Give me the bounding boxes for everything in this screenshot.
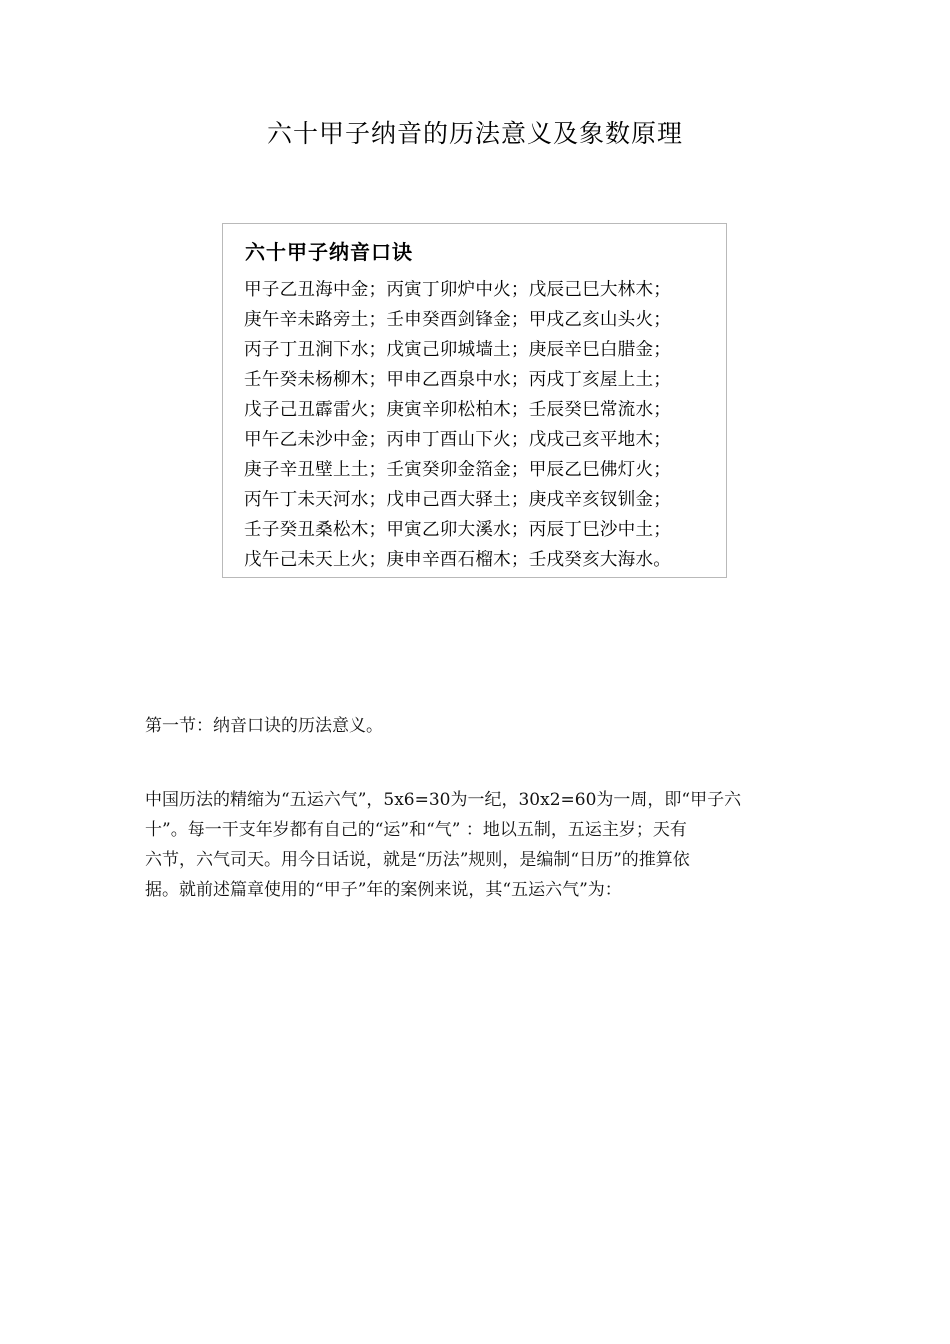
mnemonic-line: 丙子丁丑涧下水；戊寅己卯城墙土；庚辰辛巳白腊金； [244, 340, 672, 360]
paragraph-line: 十”。每一干支年岁都有自己的“运”和“气” ：地以五制，五运主岁；天有 [145, 820, 687, 840]
mnemonic-verse-list [244, 275, 671, 575]
mnemonic-line: 甲午乙未沙中金；丙申丁酉山下火；戊戌己亥平地木； [244, 430, 672, 450]
mnemonic-line: 戊午己未天上火；庚申辛酉石榴木；壬戌癸亥大海水。 [244, 550, 672, 570]
mnemonic-box [222, 223, 727, 578]
mnemonic-line: 庚午辛未路旁土；壬申癸酉剑锋金；甲戌乙亥山头火； [244, 310, 672, 330]
mnemonic-line: 戊子己丑霹雷火；庚寅辛卯松柏木；壬辰癸巳常流水； [244, 400, 672, 420]
mnemonic-line: 庚子辛丑壁上土；壬寅癸卯金箔金；甲辰乙巳佛灯火； [244, 460, 672, 480]
paragraph-line: 据。就前述篇章使用的“甲子”年的案例来说，其“五运六气”为： [145, 880, 622, 900]
mnemonic-heading: 六十甲子纳音口诀 [245, 240, 413, 264]
mnemonic-line: 甲子乙丑海中金；丙寅丁卯炉中火；戊辰己巳大林木； [244, 280, 672, 300]
section-paragraph [145, 785, 813, 905]
mnemonic-line: 壬子癸丑桑松木；甲寅乙卯大溪水；丙辰丁巳沙中土； [244, 520, 672, 540]
paragraph-line: 中国历法的精缩为“五运六气”，5x6=30为一纪，30x2=60为一周，即“甲子六 [145, 790, 742, 810]
mnemonic-line: 丙午丁未天河水；戊申己酉大驿土；庚戌辛亥钗钏金； [244, 490, 672, 510]
page-title: 六十甲子纳音的历法意义及象数原理 [266, 119, 683, 148]
section-heading: 第一节：纳音口诀的历法意义。 [145, 716, 383, 736]
mnemonic-line: 壬午癸未杨柳木；甲申乙酉泉中水；丙戌丁亥屋上土； [244, 370, 672, 390]
paragraph-line: 六节，六气司天。用今日话说，就是“历法”规则，是编制“日历”的推算依 [145, 850, 690, 870]
